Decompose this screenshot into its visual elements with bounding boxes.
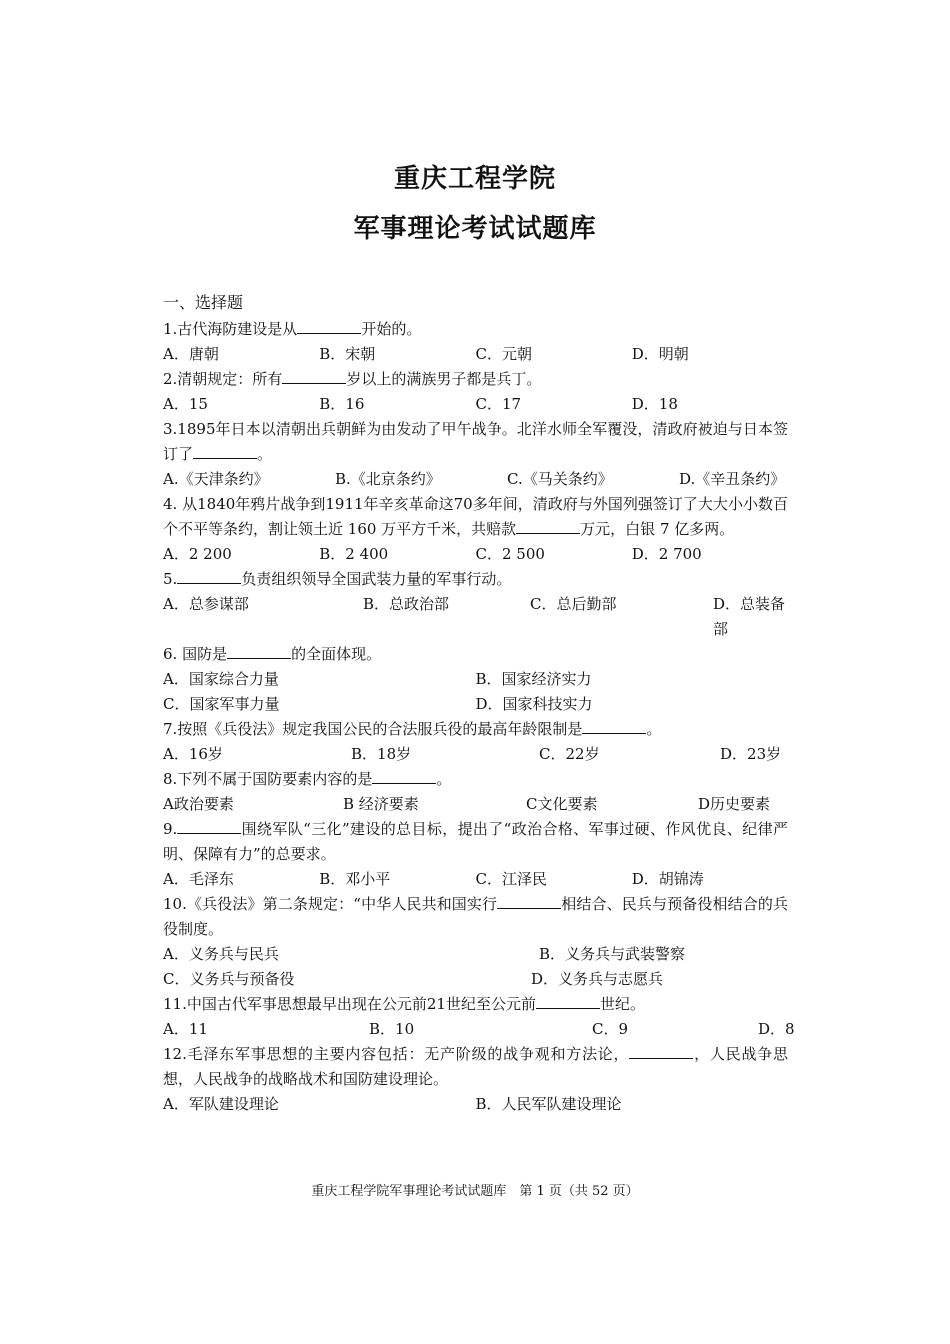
question-10: 10.《兵役法》第二条规定：“中华人民共和国实行 相结合、民兵与预备役相结合的兵役制度。 bbox=[163, 895, 788, 938]
question-list bbox=[163, 317, 795, 1117]
question-5: 5. 负责组织领导全国武装力量的军事行动。 bbox=[163, 570, 512, 588]
option-d: D历史要素 bbox=[698, 795, 771, 813]
question-2-options bbox=[163, 392, 788, 417]
option-b: B．总政治部 bbox=[363, 595, 450, 613]
option-d: D．23岁 bbox=[720, 745, 782, 763]
option-c: C文化要素 bbox=[526, 795, 598, 813]
answer-blank bbox=[372, 769, 436, 784]
option-b: B．18岁 bbox=[351, 745, 412, 763]
option-a: A．唐朝 bbox=[163, 345, 219, 363]
option-c: C.《马关条约》 bbox=[507, 470, 613, 488]
question-12-options bbox=[163, 1092, 788, 1117]
question-5-options bbox=[163, 592, 788, 642]
question-9: 9. 围绕军队“三化”建设的总目标，提出了“政治合格、军事过硬、作风优良、纪律严明、保障有力”的总要求。 bbox=[163, 820, 788, 863]
option-c: C．国家军事力量 bbox=[163, 695, 280, 713]
option-c: C．9 bbox=[592, 1020, 629, 1038]
option-b: B．义务兵与武装警察 bbox=[539, 945, 686, 963]
option-b: B．10 bbox=[369, 1020, 415, 1038]
option-d: D．18 bbox=[631, 395, 678, 413]
question-8: 8.下列不属于国防要素内容的是 。 bbox=[163, 770, 452, 788]
question-1-options bbox=[163, 342, 788, 367]
answer-blank bbox=[497, 894, 561, 909]
option-a: A．2 200 bbox=[163, 545, 232, 563]
option-b: B．2 400 bbox=[319, 545, 389, 563]
answer-blank bbox=[516, 519, 580, 534]
question-11-options bbox=[163, 1017, 795, 1042]
option-a: A．11 bbox=[163, 1020, 208, 1038]
option-d: D．2 700 bbox=[631, 545, 702, 563]
option-b: B．16 bbox=[319, 395, 365, 413]
option-c: C．元朝 bbox=[475, 345, 532, 363]
answer-blank bbox=[193, 444, 257, 459]
option-a: A．16岁 bbox=[163, 745, 223, 763]
option-b: B．邓小平 bbox=[319, 870, 391, 888]
option-b: B．人民军队建设理论 bbox=[475, 1095, 622, 1113]
option-d: D.《辛丑条约》 bbox=[679, 470, 786, 488]
option-d: D．明朝 bbox=[631, 345, 689, 363]
option-b: B．国家经济实力 bbox=[475, 670, 592, 688]
question-6-options-row-1 bbox=[163, 667, 788, 692]
section-heading: 一、选择题 bbox=[163, 293, 244, 312]
question-11: 11.中国古代军事思想最早出现在公元前21世纪至公元前 世纪。 bbox=[163, 995, 645, 1013]
option-a: A政治要素 bbox=[163, 795, 234, 813]
answer-blank bbox=[282, 369, 346, 384]
question-3-options bbox=[163, 467, 788, 492]
option-c: C．总后勤部 bbox=[530, 595, 617, 613]
question-12: 12.毛泽东军事思想的主要内容包括：无产阶级的战争观和方法论， ，人民战争思想，人民战争的战略战术和国防建设理论。 bbox=[163, 1045, 788, 1088]
question-4-options bbox=[163, 542, 788, 567]
option-a: A．义务兵与民兵 bbox=[163, 945, 279, 963]
option-b: B 经济要素 bbox=[343, 795, 419, 813]
option-d: D．总装备部 bbox=[713, 595, 786, 638]
question-7: 7.按照《兵役法》规定我国公民的合法服兵役的最高年龄限制是 。 bbox=[163, 720, 662, 738]
option-b: B.《北京条约》 bbox=[335, 470, 441, 488]
question-10-options-row-1 bbox=[163, 942, 788, 967]
answer-blank bbox=[227, 644, 291, 659]
question-10-options-row-2 bbox=[163, 967, 788, 992]
answer-blank bbox=[297, 319, 361, 334]
question-4: 4. 从1840年鸦片战争到1911年辛亥革命这70多年间，清政府与外国列强签订了大大小小数百个不平等条约，割让领土近 160 万平方千米，共赔款 万元，白银 7 亿多两。 bbox=[163, 495, 788, 538]
answer-blank bbox=[536, 994, 600, 1009]
option-d: D．8 bbox=[758, 1020, 795, 1038]
question-7-options bbox=[163, 742, 788, 767]
option-d: D．胡锦涛 bbox=[631, 870, 704, 888]
option-a: A．总参谋部 bbox=[163, 595, 249, 613]
option-b: B．宋朝 bbox=[319, 345, 376, 363]
option-a: A.《天津条约》 bbox=[163, 470, 269, 488]
option-c: C．17 bbox=[475, 395, 522, 413]
option-c: C．22岁 bbox=[539, 745, 600, 763]
answer-blank bbox=[177, 569, 241, 584]
option-c: C．江泽民 bbox=[475, 870, 547, 888]
question-8-options bbox=[163, 792, 788, 817]
option-d: D．国家科技实力 bbox=[475, 695, 593, 713]
option-a: A．国家综合力量 bbox=[163, 670, 279, 688]
option-a: A．毛泽东 bbox=[163, 870, 234, 888]
question-2: 2.清朝规定：所有 岁以上的满族男子都是兵丁。 bbox=[163, 370, 542, 388]
option-c: C．2 500 bbox=[475, 545, 545, 563]
option-d: D．义务兵与志愿兵 bbox=[531, 970, 664, 988]
school-title: 重庆工程学院 bbox=[393, 164, 556, 194]
answer-blank bbox=[582, 719, 646, 734]
option-a: A．军队建设理论 bbox=[163, 1095, 279, 1113]
document-title: 军事理论考试试题库 bbox=[353, 214, 597, 244]
answer-blank bbox=[629, 1044, 693, 1059]
option-a: A．15 bbox=[163, 395, 208, 413]
question-6-options-row-2 bbox=[163, 692, 788, 717]
answer-blank bbox=[177, 819, 241, 834]
question-1: 1.古代海防建设是从 开始的。 bbox=[163, 320, 422, 338]
option-c: C．义务兵与预备役 bbox=[163, 970, 295, 988]
question-6: 6. 国防是 的全面体现。 bbox=[163, 645, 382, 663]
question-3: 3.1895年日本以清朝出兵朝鲜为由发动了甲午战争。北洋水师全军覆没，清政府被迫与日本签订了 。 bbox=[163, 420, 788, 463]
question-9-options bbox=[163, 867, 788, 892]
page-footer: 重庆工程学院军事理论考试试题库 第 1 页（共 52 页） bbox=[311, 1184, 639, 1199]
